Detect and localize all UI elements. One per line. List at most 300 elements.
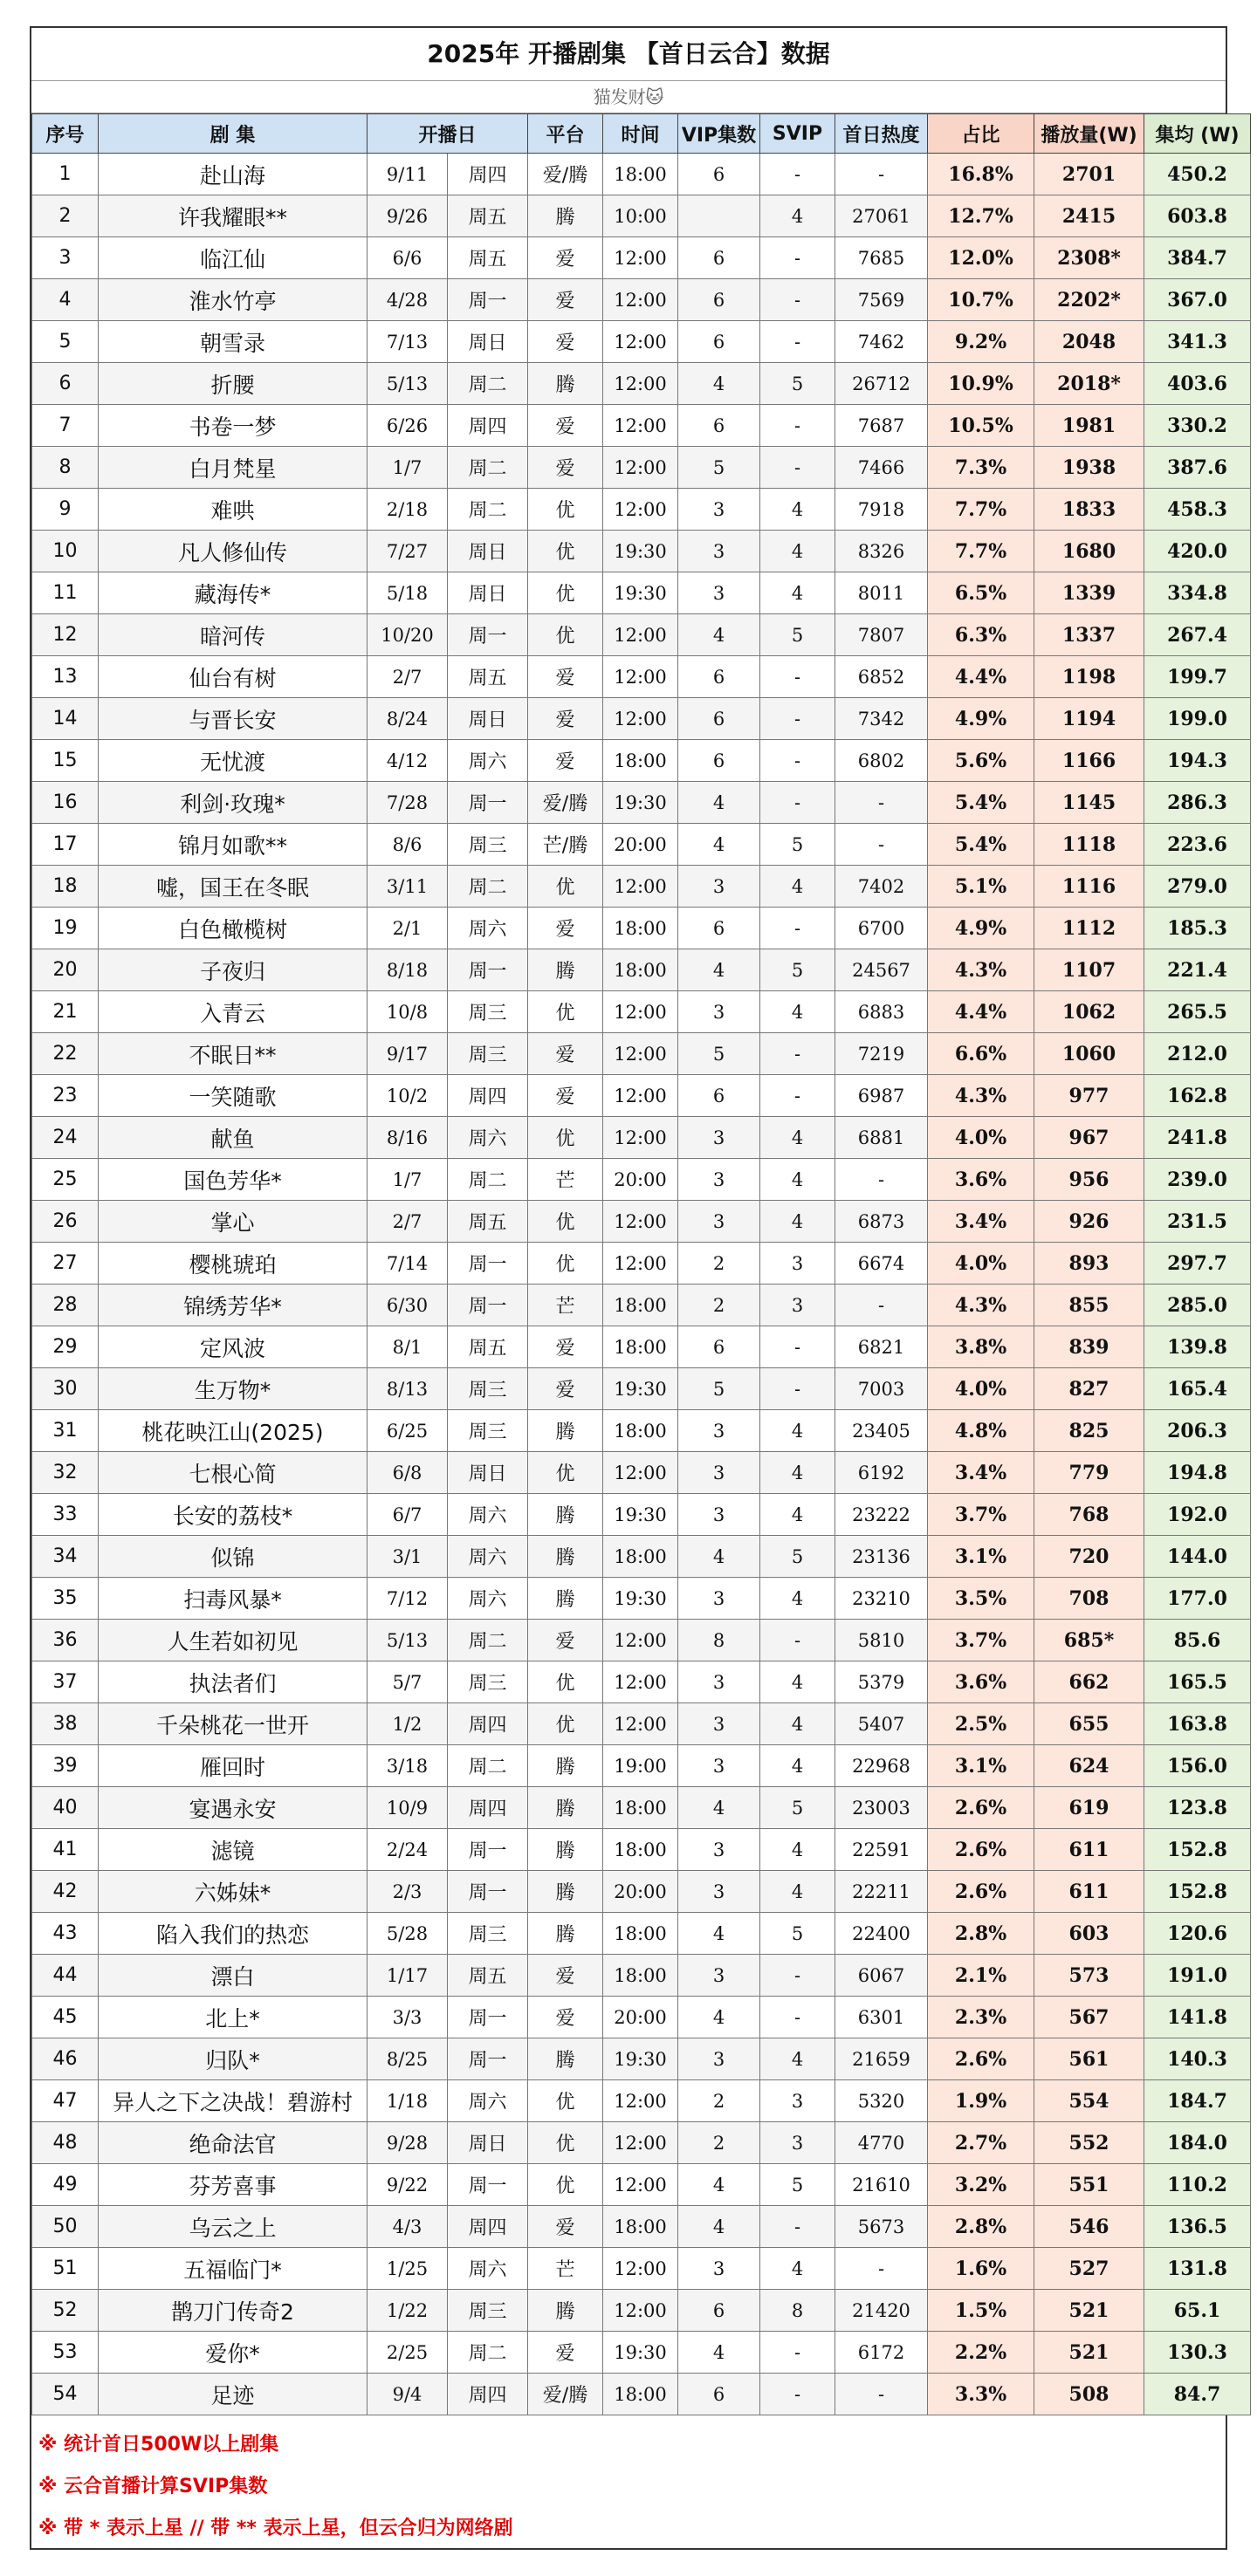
play-count: 977 <box>1034 1075 1144 1117</box>
row-index: 14 <box>32 698 99 740</box>
play-count: 624 <box>1034 1745 1144 1787</box>
row-index: 11 <box>32 572 99 614</box>
play-count: 1198 <box>1034 656 1144 698</box>
share-ratio: 7.3% <box>928 447 1034 489</box>
row-index: 8 <box>32 447 99 489</box>
vip-episodes: 4 <box>678 949 760 991</box>
col-header-svip: SVIP <box>760 114 835 154</box>
per-episode-average: 152.8 <box>1144 1829 1251 1871</box>
svip-episodes: - <box>760 1997 835 2038</box>
vip-episodes: 6 <box>678 908 760 949</box>
premiere-weekday: 周五 <box>448 1201 528 1243</box>
col-header-platform: 平台 <box>528 114 603 154</box>
air-time: 19:30 <box>603 2332 678 2374</box>
premiere-date: 2/7 <box>367 656 448 698</box>
play-count: 1194 <box>1034 698 1144 740</box>
drama-title: 藏海传* <box>99 572 367 614</box>
air-time: 12:00 <box>603 489 678 531</box>
play-count: 768 <box>1034 1494 1144 1536</box>
svip-episodes: - <box>760 656 835 698</box>
table-row <box>32 279 1251 321</box>
footnote: ※ 云合首播计算SVIP集数 <box>38 2476 268 2497</box>
drama-title: 滤镜 <box>99 1829 367 1871</box>
premiere-date: 7/27 <box>367 531 448 572</box>
premiere-date: 1/22 <box>367 2290 448 2332</box>
premiere-date: 8/6 <box>367 824 448 866</box>
svip-episodes: 4 <box>760 1871 835 1913</box>
share-ratio: 4.0% <box>928 1243 1034 1285</box>
table-row <box>32 1871 1251 1913</box>
row-index: 23 <box>32 1075 99 1117</box>
play-count: 1938 <box>1034 447 1144 489</box>
drama-title: 长安的荔枝* <box>99 1494 367 1536</box>
first-day-heat: 4770 <box>835 2122 928 2164</box>
air-time: 18:00 <box>603 949 678 991</box>
vip-episodes: 5 <box>678 447 760 489</box>
row-index: 51 <box>32 2248 99 2290</box>
share-ratio: 4.0% <box>928 1117 1034 1159</box>
platform: 腾 <box>528 1787 603 1829</box>
platform: 爱 <box>528 1620 603 1661</box>
svip-episodes: 5 <box>760 1913 835 1955</box>
row-index: 1 <box>32 154 99 195</box>
platform: 腾 <box>528 2038 603 2080</box>
premiere-weekday: 周六 <box>448 2248 528 2290</box>
per-episode-average: 136.5 <box>1144 2206 1251 2248</box>
svip-episodes: - <box>760 1620 835 1661</box>
table-row <box>32 1703 1251 1745</box>
premiere-date: 2/24 <box>367 1829 448 1871</box>
platform: 爱 <box>528 237 603 279</box>
first-day-heat: 7807 <box>835 614 928 656</box>
drama-title: 乌云之上 <box>99 2206 367 2248</box>
play-count: 720 <box>1034 1536 1144 1578</box>
first-day-heat: 7402 <box>835 866 928 908</box>
vip-episodes: 4 <box>678 2206 760 2248</box>
premiere-weekday: 周二 <box>448 866 528 908</box>
premiere-weekday: 周日 <box>448 698 528 740</box>
drama-table <box>31 113 1251 2415</box>
share-ratio: 3.1% <box>928 1745 1034 1787</box>
vip-episodes: 5 <box>678 1033 760 1075</box>
table-row <box>32 321 1251 363</box>
row-index: 18 <box>32 866 99 908</box>
svip-episodes: 4 <box>760 2248 835 2290</box>
play-count: 2018* <box>1034 363 1144 405</box>
footnotes <box>31 2415 1226 2550</box>
air-time: 18:00 <box>603 1913 678 1955</box>
platform: 爱 <box>528 2332 603 2374</box>
per-episode-average: 152.8 <box>1144 1871 1251 1913</box>
premiere-weekday: 周一 <box>448 1829 528 1871</box>
svip-episodes: 4 <box>760 1745 835 1787</box>
drama-title: 爱你* <box>99 2332 367 2374</box>
drama-title: 七根心简 <box>99 1452 367 1494</box>
premiere-date: 5/28 <box>367 1913 448 1955</box>
table-row <box>32 531 1251 572</box>
table-row <box>32 1494 1251 1536</box>
svip-episodes: - <box>760 1368 835 1410</box>
premiere-weekday: 周四 <box>448 1703 528 1745</box>
vip-episodes: 6 <box>678 656 760 698</box>
row-index: 5 <box>32 321 99 363</box>
premiere-date: 3/1 <box>367 1536 448 1578</box>
vip-episodes: 4 <box>678 1536 760 1578</box>
share-ratio: 2.8% <box>928 1913 1034 1955</box>
table-row <box>32 2164 1251 2206</box>
share-ratio: 6.3% <box>928 614 1034 656</box>
play-count: 1145 <box>1034 782 1144 824</box>
first-day-heat: 6172 <box>835 2332 928 2374</box>
play-count: 2308* <box>1034 237 1144 279</box>
per-episode-average: 184.0 <box>1144 2122 1251 2164</box>
first-day-heat: 23003 <box>835 1787 928 1829</box>
premiere-date: 7/28 <box>367 782 448 824</box>
air-time: 19:30 <box>603 2038 678 2080</box>
platform: 优 <box>528 1661 603 1703</box>
svip-episodes: - <box>760 1075 835 1117</box>
drama-title: 掌心 <box>99 1201 367 1243</box>
platform: 优 <box>528 572 603 614</box>
vip-episodes: 6 <box>678 698 760 740</box>
play-count: 567 <box>1034 1997 1144 2038</box>
table-row <box>32 1117 1251 1159</box>
per-episode-average: 144.0 <box>1144 1536 1251 1578</box>
premiere-date: 2/1 <box>367 908 448 949</box>
drama-title: 献鱼 <box>99 1117 367 1159</box>
platform: 优 <box>528 866 603 908</box>
drama-title: 定风波 <box>99 1326 367 1368</box>
vip-episodes: 6 <box>678 740 760 782</box>
drama-title: 足迹 <box>99 2374 367 2415</box>
premiere-weekday: 周三 <box>448 824 528 866</box>
row-index: 48 <box>32 2122 99 2164</box>
vip-episodes: 3 <box>678 991 760 1033</box>
drama-title: 不眠日** <box>99 1033 367 1075</box>
row-index: 49 <box>32 2164 99 2206</box>
col-header-title: 剧 集 <box>99 114 367 154</box>
play-count: 551 <box>1034 2164 1144 2206</box>
vip-episodes: 3 <box>678 1117 760 1159</box>
air-time: 12:00 <box>603 279 678 321</box>
premiere-date: 9/26 <box>367 195 448 237</box>
air-time: 12:00 <box>603 2248 678 2290</box>
platform: 腾 <box>528 1410 603 1452</box>
vip-episodes: 3 <box>678 1829 760 1871</box>
svip-episodes: 3 <box>760 2122 835 2164</box>
vip-episodes: 3 <box>678 1410 760 1452</box>
vip-episodes: 3 <box>678 1661 760 1703</box>
drama-title: 桃花映江山(2025) <box>99 1410 367 1452</box>
svip-episodes: 4 <box>760 2038 835 2080</box>
svip-episodes: - <box>760 782 835 824</box>
premiere-date: 6/30 <box>367 1285 448 1326</box>
share-ratio: 1.9% <box>928 2080 1034 2122</box>
share-ratio: 4.3% <box>928 1075 1034 1117</box>
first-day-heat: 6883 <box>835 991 928 1033</box>
row-index: 13 <box>32 656 99 698</box>
per-episode-average: 65.1 <box>1144 2290 1251 2332</box>
air-time: 18:00 <box>603 1829 678 1871</box>
play-count: 2048 <box>1034 321 1144 363</box>
table-row <box>32 2038 1251 2080</box>
drama-title: 无忧渡 <box>99 740 367 782</box>
table-row <box>32 1075 1251 1117</box>
row-index: 32 <box>32 1452 99 1494</box>
air-time: 12:00 <box>603 237 678 279</box>
share-ratio: 10.9% <box>928 363 1034 405</box>
air-time: 12:00 <box>603 1452 678 1494</box>
platform: 优 <box>528 2122 603 2164</box>
table-row <box>32 1033 1251 1075</box>
first-day-heat: 23222 <box>835 1494 928 1536</box>
play-count: 546 <box>1034 2206 1144 2248</box>
per-episode-average: 212.0 <box>1144 1033 1251 1075</box>
share-ratio: 3.6% <box>928 1661 1034 1703</box>
premiere-date: 8/25 <box>367 2038 448 2080</box>
drama-title: 陷入我们的热恋 <box>99 1913 367 1955</box>
row-index: 43 <box>32 1913 99 1955</box>
per-episode-average: 139.8 <box>1144 1326 1251 1368</box>
vip-episodes: 6 <box>678 2290 760 2332</box>
col-header-date: 开播日 <box>367 114 528 154</box>
platform: 腾 <box>528 2290 603 2332</box>
first-day-heat: 8326 <box>835 531 928 572</box>
first-day-heat: 6674 <box>835 1243 928 1285</box>
row-index: 4 <box>32 279 99 321</box>
premiere-weekday: 周二 <box>448 2332 528 2374</box>
air-time: 20:00 <box>603 1159 678 1201</box>
premiere-weekday: 周一 <box>448 1997 528 2038</box>
premiere-weekday: 周五 <box>448 237 528 279</box>
play-count: 527 <box>1034 2248 1144 2290</box>
share-ratio: 1.5% <box>928 2290 1034 2332</box>
premiere-date: 7/12 <box>367 1578 448 1620</box>
play-count: 573 <box>1034 1955 1144 1997</box>
svip-episodes: - <box>760 321 835 363</box>
premiere-weekday: 周六 <box>448 1536 528 1578</box>
air-time: 18:00 <box>603 1787 678 1829</box>
first-day-heat: 7466 <box>835 447 928 489</box>
table-row <box>32 824 1251 866</box>
first-day-heat: 7569 <box>835 279 928 321</box>
air-time: 19:30 <box>603 782 678 824</box>
play-count: 1116 <box>1034 866 1144 908</box>
per-episode-average: 223.6 <box>1144 824 1251 866</box>
row-index: 53 <box>32 2332 99 2374</box>
drama-title: 入青云 <box>99 991 367 1033</box>
premiere-date: 2/25 <box>367 2332 448 2374</box>
air-time: 19:30 <box>603 1494 678 1536</box>
col-header-ratio: 占比 <box>928 114 1034 154</box>
air-time: 12:00 <box>603 2122 678 2164</box>
share-ratio: 4.8% <box>928 1410 1034 1452</box>
row-index: 31 <box>32 1410 99 1452</box>
per-episode-average: 192.0 <box>1144 1494 1251 1536</box>
air-time: 12:00 <box>603 2164 678 2206</box>
first-day-heat: 6821 <box>835 1326 928 1368</box>
premiere-date: 4/12 <box>367 740 448 782</box>
table-row <box>32 2206 1251 2248</box>
vip-episodes: 6 <box>678 321 760 363</box>
per-episode-average: 84.7 <box>1144 2374 1251 2415</box>
table-row <box>32 866 1251 908</box>
per-episode-average: 458.3 <box>1144 489 1251 531</box>
svip-episodes: 4 <box>760 1661 835 1703</box>
drama-title: 锦绣芳华* <box>99 1285 367 1326</box>
row-index: 15 <box>32 740 99 782</box>
svip-episodes: 4 <box>760 572 835 614</box>
first-day-heat: 5320 <box>835 2080 928 2122</box>
premiere-weekday: 周二 <box>448 1159 528 1201</box>
play-count: 827 <box>1034 1368 1144 1410</box>
premiere-weekday: 周一 <box>448 2038 528 2080</box>
share-ratio: 6.6% <box>928 1033 1034 1075</box>
premiere-weekday: 周一 <box>448 279 528 321</box>
vip-episodes: 4 <box>678 614 760 656</box>
first-day-heat: 8011 <box>835 572 928 614</box>
svip-episodes: 4 <box>760 531 835 572</box>
share-ratio: 2.8% <box>928 2206 1034 2248</box>
share-ratio: 5.6% <box>928 740 1034 782</box>
play-count: 685* <box>1034 1620 1144 1661</box>
drama-title: 白月梵星 <box>99 447 367 489</box>
platform: 爱 <box>528 279 603 321</box>
play-count: 1118 <box>1034 824 1144 866</box>
premiere-weekday: 周三 <box>448 1410 528 1452</box>
premiere-weekday: 周六 <box>448 740 528 782</box>
premiere-date: 8/18 <box>367 949 448 991</box>
share-ratio: 4.3% <box>928 1285 1034 1326</box>
per-episode-average: 603.8 <box>1144 195 1251 237</box>
premiere-weekday: 周日 <box>448 321 528 363</box>
premiere-date: 1/7 <box>367 447 448 489</box>
platform: 爱/腾 <box>528 154 603 195</box>
air-time: 18:00 <box>603 2374 678 2415</box>
drama-title: 樱桃琥珀 <box>99 1243 367 1285</box>
premiere-weekday: 周一 <box>448 2164 528 2206</box>
share-ratio: 3.4% <box>928 1201 1034 1243</box>
air-time: 18:00 <box>603 154 678 195</box>
premiere-weekday: 周日 <box>448 2122 528 2164</box>
svip-episodes: 5 <box>760 824 835 866</box>
premiere-weekday: 周一 <box>448 1243 528 1285</box>
play-count: 1981 <box>1034 405 1144 447</box>
per-episode-average: 156.0 <box>1144 1745 1251 1787</box>
svip-episodes: - <box>760 740 835 782</box>
air-time: 18:00 <box>603 1285 678 1326</box>
row-index: 24 <box>32 1117 99 1159</box>
svip-episodes: 4 <box>760 1829 835 1871</box>
premiere-weekday: 周六 <box>448 908 528 949</box>
per-episode-average: 330.2 <box>1144 405 1251 447</box>
share-ratio: 12.7% <box>928 195 1034 237</box>
premiere-date: 2/7 <box>367 1201 448 1243</box>
per-episode-average: 184.7 <box>1144 2080 1251 2122</box>
drama-title: 折腰 <box>99 363 367 405</box>
first-day-heat: 22591 <box>835 1829 928 1871</box>
premiere-date: 4/28 <box>367 279 448 321</box>
drama-title: 赴山海 <box>99 154 367 195</box>
row-index: 40 <box>32 1787 99 1829</box>
platform: 爱 <box>528 1033 603 1075</box>
svip-episodes: 4 <box>760 1452 835 1494</box>
per-episode-average: 387.6 <box>1144 447 1251 489</box>
per-episode-average: 265.5 <box>1144 991 1251 1033</box>
drama-title: 扫毒风暴* <box>99 1578 367 1620</box>
table-row <box>32 1368 1251 1410</box>
row-index: 29 <box>32 1326 99 1368</box>
first-day-heat: 7342 <box>835 698 928 740</box>
premiere-date: 3/3 <box>367 1997 448 2038</box>
svip-episodes: 4 <box>760 866 835 908</box>
platform: 爱 <box>528 1326 603 1368</box>
vip-episodes: 6 <box>678 1075 760 1117</box>
drama-title: 雁回时 <box>99 1745 367 1787</box>
premiere-date: 8/24 <box>367 698 448 740</box>
vip-episodes: 3 <box>678 489 760 531</box>
per-episode-average: 267.4 <box>1144 614 1251 656</box>
platform: 优 <box>528 1703 603 1745</box>
table-row <box>32 1243 1251 1285</box>
air-time: 20:00 <box>603 1871 678 1913</box>
drama-title: 子夜归 <box>99 949 367 991</box>
col-header-plays: 播放量(W) <box>1034 114 1144 154</box>
first-day-heat: 23405 <box>835 1410 928 1452</box>
air-time: 12:00 <box>603 405 678 447</box>
row-index: 54 <box>32 2374 99 2415</box>
vip-episodes: 3 <box>678 1201 760 1243</box>
premiere-date: 9/28 <box>367 2122 448 2164</box>
air-time: 18:00 <box>603 908 678 949</box>
share-ratio: 3.8% <box>928 1326 1034 1368</box>
drama-title: 人生若如初见 <box>99 1620 367 1661</box>
row-index: 52 <box>32 2290 99 2332</box>
first-day-heat: 23210 <box>835 1578 928 1620</box>
air-time: 18:00 <box>603 1326 678 1368</box>
vip-episodes: 4 <box>678 363 760 405</box>
svip-episodes: - <box>760 279 835 321</box>
share-ratio: 4.4% <box>928 656 1034 698</box>
premiere-weekday: 周六 <box>448 1117 528 1159</box>
play-count: 603 <box>1034 1913 1144 1955</box>
svip-episodes: 5 <box>760 1787 835 1829</box>
premiere-weekday: 周六 <box>448 1578 528 1620</box>
table-row <box>32 572 1251 614</box>
play-count: 967 <box>1034 1117 1144 1159</box>
premiere-weekday: 周日 <box>448 572 528 614</box>
platform: 优 <box>528 1117 603 1159</box>
svip-episodes: 4 <box>760 1159 835 1201</box>
svip-episodes: - <box>760 1326 835 1368</box>
per-episode-average: 194.8 <box>1144 1452 1251 1494</box>
premiere-date: 5/13 <box>367 363 448 405</box>
share-ratio: 2.6% <box>928 1871 1034 1913</box>
air-time: 20:00 <box>603 824 678 866</box>
premiere-weekday: 周四 <box>448 1075 528 1117</box>
drama-title: 锦月如歌** <box>99 824 367 866</box>
per-episode-average: 85.6 <box>1144 1620 1251 1661</box>
premiere-date: 7/14 <box>367 1243 448 1285</box>
premiere-date: 10/9 <box>367 1787 448 1829</box>
table-row <box>32 1997 1251 2038</box>
air-time: 12:00 <box>603 614 678 656</box>
play-count: 508 <box>1034 2374 1144 2415</box>
platform: 爱 <box>528 2206 603 2248</box>
per-episode-average: 231.5 <box>1144 1201 1251 1243</box>
air-time: 18:00 <box>603 1955 678 1997</box>
air-time: 19:30 <box>603 531 678 572</box>
